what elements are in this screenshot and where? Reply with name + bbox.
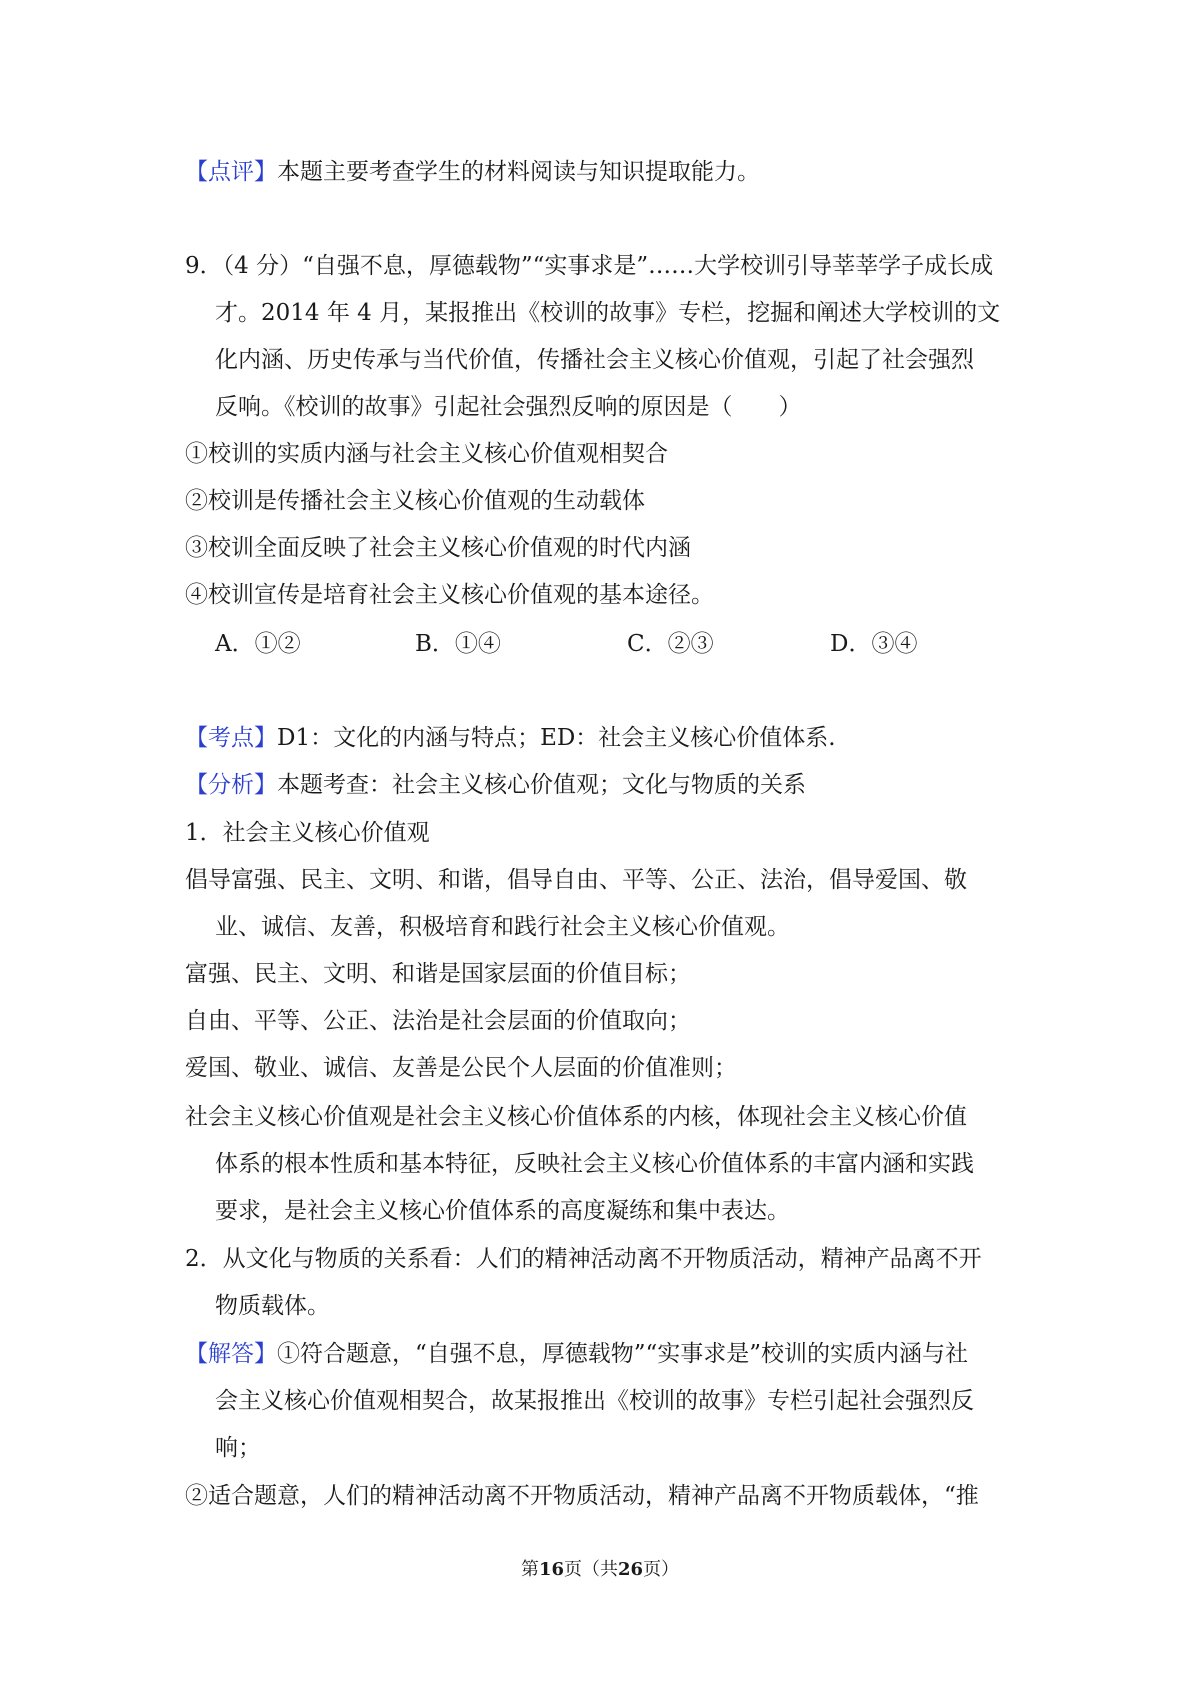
footer-suffix: 页） (643, 1559, 680, 1580)
analysis-heading-2b: 物质载体。 (215, 1293, 330, 1319)
comment-tag: 【点评】 (185, 159, 277, 185)
question-stem-line-4: 反响。《校训的故事》引起社会强烈反响的原因是（ ） (215, 394, 802, 420)
footer-total-pages: 26 (618, 1559, 644, 1580)
page-footer (0, 1558, 1200, 1582)
footer-prefix: 第 (520, 1559, 539, 1580)
analysis-national-level: 富强、民主、文明、和谐是国家层面的价值目标； (185, 961, 691, 987)
fenxi-line (185, 769, 1025, 801)
jieda-line-4: ②适合题意，人们的精神活动离不开物质活动，精神产品离不开物质载体，“推 (185, 1483, 979, 1509)
kaodian-text: D1：文化的内涵与特点；ED：社会主义核心价值体系. (277, 725, 836, 751)
question-stem-line-3: 化内涵、历史传承与当代价值，传播社会主义核心价值观，引起了社会强烈 (215, 347, 974, 373)
kaodian-tag: 【考点】 (185, 725, 277, 751)
analysis-paragraph-2c: 要求，是社会主义核心价值体系的高度凝练和集中表达。 (215, 1198, 790, 1224)
statement-3: ③校训全面反映了社会主义核心价值观的时代内涵 (185, 535, 691, 561)
question-stem-line-2: 才。2014 年 4 月，某报推出《校训的故事》专栏，挖掘和阐述大学校训的文 (215, 300, 1001, 326)
answer-options (215, 628, 1055, 660)
option-c: C．②③ (627, 631, 714, 657)
statement-1: ①校训的实质内涵与社会主义核心价值观相契合 (185, 441, 668, 467)
footer-mid: 页（共 (564, 1559, 618, 1580)
fenxi-tag: 【分析】 (185, 772, 277, 798)
analysis-paragraph-1b: 业、诚信、友善，积极培育和践行社会主义核心价值观。 (215, 914, 790, 940)
jieda-line-2: 会主义核心价值观相契合，故某报推出《校训的故事》专栏引起社会强烈反 (215, 1388, 974, 1414)
comment-text: 本题主要考查学生的材料阅读与知识提取能力。 (277, 159, 760, 185)
option-b: B．①④ (415, 631, 501, 657)
analysis-heading-1: 1．社会主义核心价值观 (185, 820, 430, 846)
statement-4: ④校训宣传是培育社会主义核心价值观的基本途径。 (185, 582, 714, 608)
analysis-paragraph-2a: 社会主义核心价值观是社会主义核心价值体系的内核，体现社会主义核心价值 (185, 1104, 967, 1130)
analysis-paragraph-2b: 体系的根本性质和基本特征，反映社会主义核心价值体系的丰富内涵和实践 (215, 1151, 974, 1177)
analysis-heading-2a: 2．从文化与物质的关系看：人们的精神活动离不开物质活动，精神产品离不开 (185, 1246, 982, 1272)
fenxi-text: 本题考查：社会主义核心价值观；文化与物质的关系 (277, 772, 806, 798)
jieda-line-1 (185, 1338, 1025, 1370)
footer-page-number: 16 (538, 1559, 564, 1580)
question-stem-line-1: 9．（4 分）“自强不息，厚德载物”“实事求是”……大学校训引导莘莘学子成长成 (185, 253, 994, 279)
option-d: D．③④ (830, 631, 918, 657)
kaodian-line (185, 722, 1025, 754)
option-a: A．①② (215, 631, 301, 657)
analysis-paragraph-1a: 倡导富强、民主、文明、和谐，倡导自由、平等、公正、法治，倡导爱国、敬 (185, 867, 967, 893)
statement-2: ②校训是传播社会主义核心价值观的生动载体 (185, 488, 645, 514)
jieda-tag: 【解答】 (185, 1341, 277, 1367)
analysis-social-level: 自由、平等、公正、法治是社会层面的价值取向； (185, 1008, 691, 1034)
jieda-line-3: 响； (215, 1435, 261, 1461)
jieda-text-1: ①符合题意，“自强不息，厚德载物”“实事求是”校训的实质内涵与社 (277, 1341, 969, 1367)
comment-line (185, 156, 1025, 188)
analysis-personal-level: 爱国、敬业、诚信、友善是公民个人层面的价值准则； (185, 1055, 737, 1081)
